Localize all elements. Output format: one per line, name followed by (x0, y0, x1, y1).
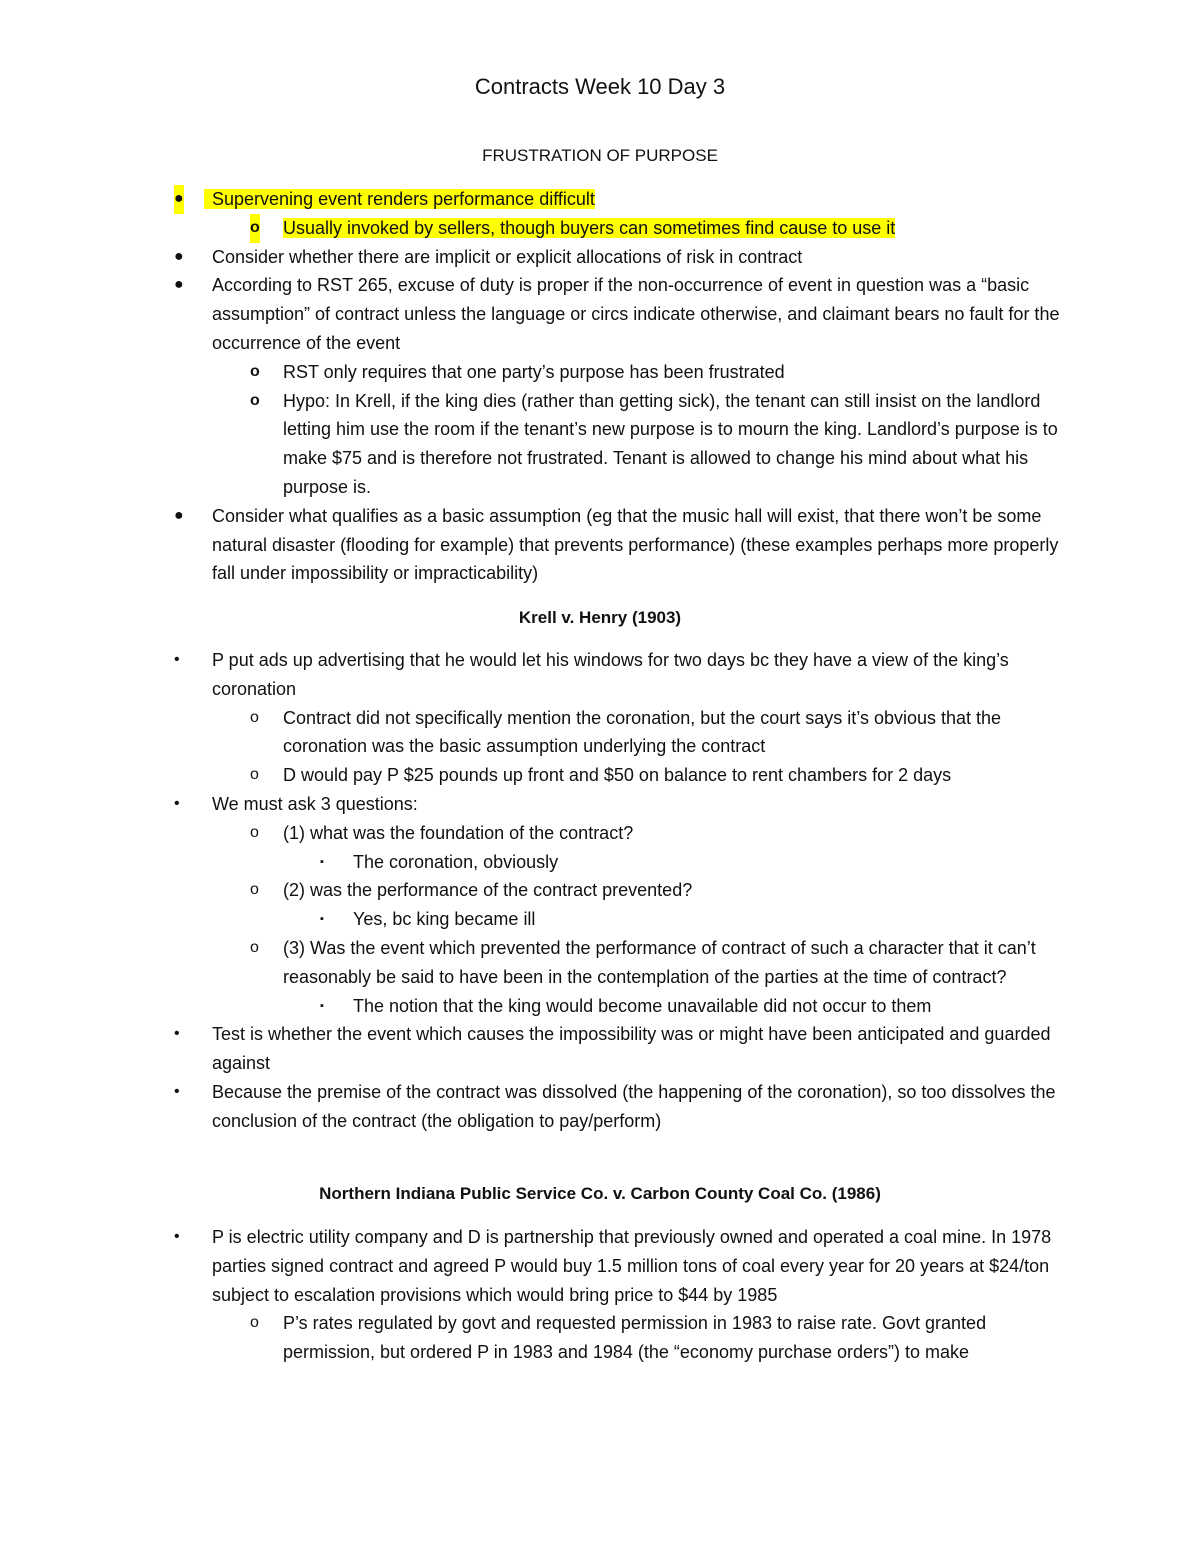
list-item (0, 387, 1200, 502)
section-heading-nipsco: Northern Indiana Public Service Co. v. Carbon County Coal Co. (1986) (319, 1184, 881, 1203)
list-item (0, 761, 1200, 790)
list-item-text: Consider what qualifies as a basic assumption (eg that the music hall will exist, that there won’t be some natural disaster (flooding for example) that prevents performance) (these examples perhaps more properly fall under impossibility or impracticability) (212, 505, 1059, 584)
list-item (0, 790, 1200, 819)
list-item (0, 214, 1200, 243)
circle-bullet-icon: o (250, 881, 259, 899)
krell-bullet-list (0, 646, 1200, 1136)
section-heading-frustration: FRUSTRATION OF PURPOSE (482, 146, 718, 165)
list-item (0, 905, 1200, 934)
list-item-text: RST only requires that one party’s purpose has been frustrated (283, 361, 785, 382)
bullet-icon: ● (174, 185, 184, 214)
bullet-icon: ● (174, 506, 184, 524)
list-item-text: D would pay P $25 pounds up front and $50 on balance to rent chambers for 2 days (283, 765, 952, 786)
list-item (0, 243, 1200, 272)
list-item (0, 1223, 1200, 1309)
list-item (0, 704, 1200, 762)
list-item-text: The notion that the king would become unavailable did not occur to them (353, 995, 932, 1016)
list-item (0, 185, 1200, 214)
list-item-text: The coronation, obviously (353, 851, 559, 872)
list-item-text: Supervening event renders performance difficult (204, 189, 595, 209)
bullet-icon: • (174, 651, 180, 668)
square-bullet-icon: ▪ (320, 999, 324, 1012)
circle-bullet-icon: o (250, 1314, 259, 1332)
list-item-text: Yes, bc king became ill (353, 909, 536, 930)
circle-bullet-icon: o (250, 214, 260, 243)
list-item-text: Test is whether the event which causes the impossibility was or might have been anticipated and guarded against (212, 1024, 1051, 1074)
list-item-text: Hypo: In Krell, if the king dies (rather than getting sick), the tenant can still insist on the landlord letting him use the room if the tenant’s new purpose is to mourn the king. Landlord’s purpose is to make $75 and is therefore not frustrated. Tenant is allowed to change his mind about what his purpose is. (283, 390, 1058, 497)
list-item (0, 358, 1200, 387)
bullet-icon: ● (174, 276, 184, 294)
list-item (0, 992, 1200, 1021)
list-item (0, 876, 1200, 905)
list-item-text: (3) Was the event which prevented the performance of contract of such a character that it can’t reasonably be said to have been in the contemplation of the parties at the time of contract? (283, 937, 1036, 987)
list-item-text: (1) what was the foundation of the contract? (283, 822, 634, 843)
bullet-icon: • (174, 794, 180, 812)
bullet-icon: • (174, 1228, 180, 1245)
circle-bullet-icon: o (250, 766, 259, 784)
list-item-text: Contract did not specifically mention the coronation, but the court says it’s obvious that the coronation was the basic assumption underlying the contract (283, 707, 1002, 757)
list-item-text: (2) was the performance of the contract prevented? (283, 880, 693, 901)
list-item (0, 646, 1200, 704)
list-item-text: We must ask 3 questions: (212, 793, 418, 814)
list-item-text: P’s rates regulated by govt and requested permission in 1983 to raise rate. Govt granted permission, but ordered P in 1983 and 1984 (the “economy purchase orders”) to make (283, 1313, 987, 1363)
circle-bullet-icon: o (250, 823, 259, 841)
section-heading-krell: Krell v. Henry (1903) (518, 608, 682, 627)
list-item-text: According to RST 265, excuse of duty is proper if the non-occurrence of event in question was a “basic assumption” of contract unless the language or circs indicate otherwise, and claimant bears no fault for the occurrence of the event (212, 275, 1060, 353)
bullet-icon: ● (174, 247, 184, 265)
list-item-text: P put ads up advertising that he would let his windows for two days bc they have a view of the king’s coronation (212, 650, 1009, 699)
list-item-text: Consider whether there are implicit or explicit allocations of risk in contract (212, 246, 803, 267)
list-item (0, 819, 1200, 848)
square-bullet-icon: ▪ (320, 913, 324, 926)
list-item-text: Usually invoked by sellers, though buyers can sometimes find cause to use it (283, 217, 896, 238)
square-bullet-icon: ▪ (320, 855, 324, 868)
bullet-icon: • (174, 1082, 180, 1100)
list-item-text: P is electric utility company and D is partnership that previously owned and operated a coal mine. In 1978 parties signed contract and agreed P would buy 1.5 million tons of coal every year for 20 years at $24/ton subject to escalation provisions which would bring price to $44 by 1985 (212, 1227, 1052, 1305)
list-item (0, 271, 1200, 357)
list-item (0, 1020, 1200, 1078)
list-item (0, 1078, 1200, 1136)
circle-bullet-icon: o (250, 708, 259, 726)
nipsco-bullet-list (0, 1223, 1200, 1367)
frustration-bullet-list (0, 185, 1200, 588)
list-item (0, 1309, 1200, 1367)
list-item (0, 848, 1200, 877)
circle-bullet-icon: o (250, 938, 259, 956)
list-item (0, 934, 1200, 992)
circle-bullet-icon: o (250, 391, 260, 409)
document-title: Contracts Week 10 Day 3 (474, 74, 726, 99)
list-item (0, 502, 1200, 588)
circle-bullet-icon: o (250, 362, 260, 380)
list-item-text: Because the premise of the contract was dissolved (the happening of the coronation), so too dissolves the conclusion of the contract (the obligation to pay/perform) (212, 1081, 1056, 1131)
bullet-icon: • (174, 1025, 180, 1043)
